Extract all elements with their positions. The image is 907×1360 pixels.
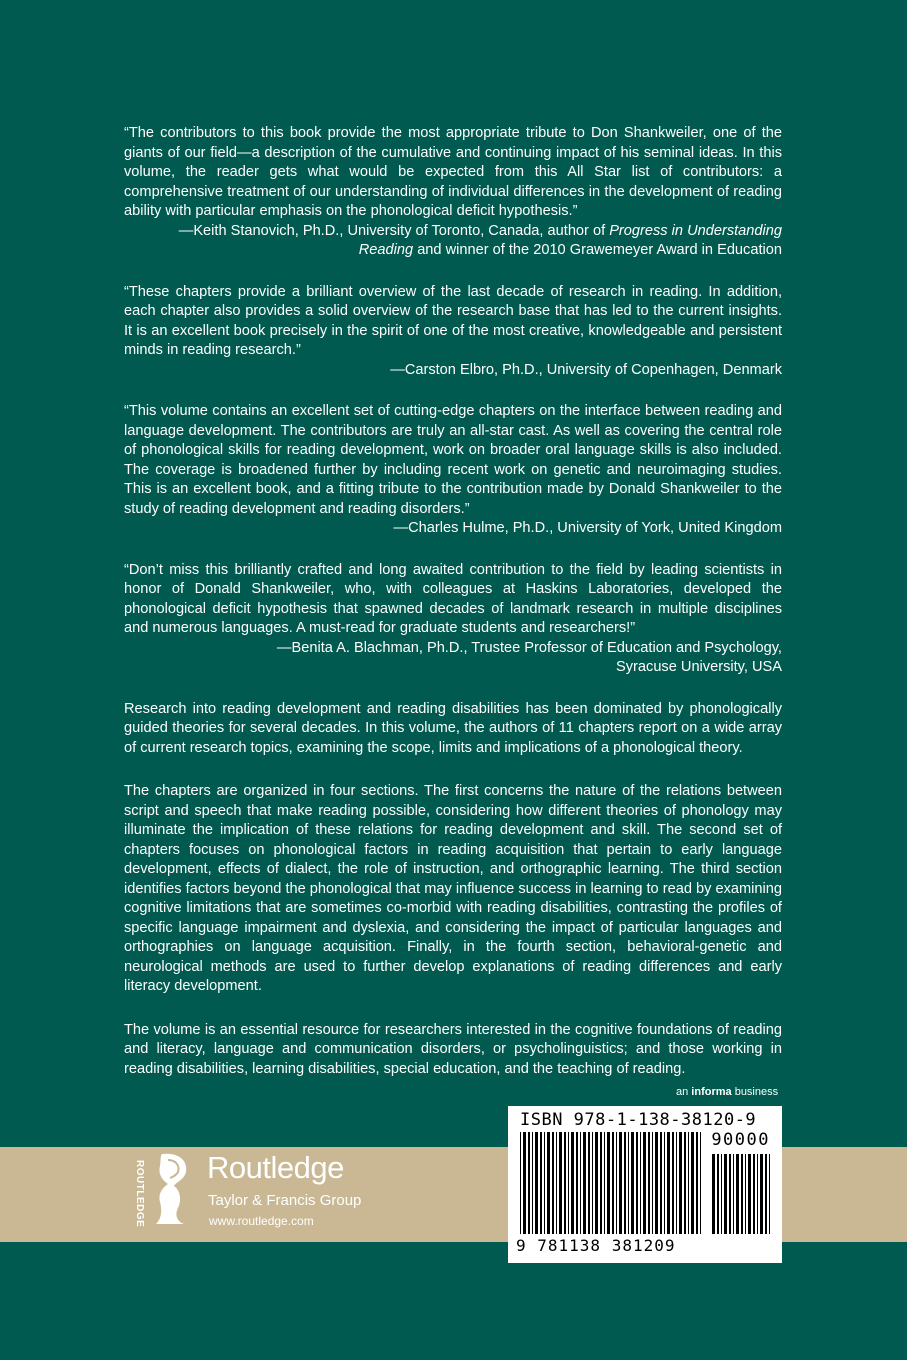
barcode-stripe	[631, 1132, 634, 1234]
barcode-stripe	[588, 1132, 590, 1234]
barcode-stripe	[583, 1132, 586, 1234]
informa-pre: an	[676, 1086, 692, 1098]
barcode-stripe	[655, 1132, 658, 1234]
barcode-stripe	[691, 1132, 694, 1234]
routledge-logo-icon	[148, 1150, 198, 1226]
barcode-stripe	[544, 1132, 545, 1234]
barcode-stripe	[696, 1132, 698, 1234]
review-attribution-3: —Charles Hulme, Ph.D., University of York, United Kingdom	[393, 520, 782, 536]
barcode-stripe	[636, 1132, 638, 1234]
barcode-stripe	[717, 1154, 719, 1234]
book-title-part2: Reading	[358, 242, 414, 258]
attr-4-line2: Syracuse University, USA	[616, 659, 782, 675]
attr-1-line2: and winner of the 2010 Grawemeyer Award in Education	[413, 242, 782, 258]
barcode-stripe	[748, 1154, 751, 1234]
barcode-stripe	[520, 1132, 521, 1234]
informa-brand: informa	[691, 1086, 732, 1098]
barcode-stripe	[741, 1154, 743, 1234]
barcode-stripe	[559, 1132, 562, 1234]
barcode-stripe	[571, 1132, 574, 1234]
review-quote-1: “The contributors to this book provide the most appropriate tribute to Don Shankweiler, one of the giants of our field—a description of the cumulative and continuing impact of his seminal ideas. In this volume, the reader gets what would be expected from this All Star list of contributors: a comprehensive treatment of our understanding of individual differences in the development of reading ability with particular emphasis on the phonological deficit hypothesis.”	[124, 125, 782, 219]
barcode-stripe	[664, 1132, 665, 1234]
barcode-stripe	[523, 1132, 526, 1234]
barcode-stripe	[760, 1154, 763, 1234]
barcode-stripe	[580, 1132, 581, 1234]
barcode-stripe	[769, 1154, 770, 1234]
description-paragraph-3: The volume is an essential resource for researchers interested in the cognitive foundations of reading and literacy, language and communication disorders, or psycholinguistics; and those working in reading disabilities, learning disabilities, special education, and the teaching of reading.	[124, 1021, 782, 1077]
attr-4-line1: —Benita A. Blachman, Ph.D., Trustee Professor of Education and Psychology,	[276, 639, 782, 656]
review-attribution-1	[124, 222, 782, 261]
barcode-stripe	[688, 1132, 689, 1234]
informa-post: business	[731, 1086, 779, 1098]
ean-number: 9 781138 381209	[516, 1236, 676, 1255]
barcode-stripe	[568, 1132, 569, 1234]
attr-1-line1: —Keith Stanovich, Ph.D., University of Toronto, Canada, author of	[178, 222, 610, 239]
barcode-stripe	[648, 1132, 650, 1234]
barcode-stripe	[640, 1132, 641, 1234]
barcode-stripe	[712, 1154, 715, 1234]
barcode-stripe	[765, 1154, 767, 1234]
barcode-stripe	[556, 1132, 557, 1234]
book-title-part1: Progress in Understanding	[609, 222, 782, 239]
routledge-vertical-wordmark: ROUTLEDGE	[134, 1160, 145, 1228]
price-code: 90000	[711, 1130, 770, 1150]
barcode-stripe	[745, 1154, 746, 1234]
publisher-url: www.routledge.com	[209, 1214, 314, 1228]
price-barcode-icon	[712, 1154, 770, 1234]
review-attribution-2: —Carston Elbro, Ph.D., University of Copenhagen, Denmark	[390, 361, 782, 378]
barcode-stripe	[619, 1132, 622, 1234]
barcode-stripe	[540, 1132, 542, 1234]
barcode-stripe	[733, 1154, 734, 1234]
barcode-stripe	[628, 1132, 629, 1234]
barcode-stripe	[535, 1132, 538, 1234]
barcode-stripe	[552, 1132, 554, 1234]
barcode-stripe	[676, 1132, 677, 1234]
barcode-stripe	[672, 1132, 674, 1234]
barcode-stripe	[729, 1154, 731, 1234]
isbn-barcode	[508, 1106, 782, 1263]
back-cover-text	[124, 124, 782, 1079]
barcode-stripe	[684, 1132, 686, 1234]
barcode-stripe	[624, 1132, 626, 1234]
publisher-group: Taylor & Francis Group	[208, 1192, 362, 1209]
review-quote-4: “Don’t miss this brilliantly crafted and long awaited contribution to the field by leading scientists in honor of Donald Shankweiler, who, with colleagues at Haskins Laboratories, developed the phonological deficit hypothesis that spawned decades of landmark research in multiple disciplines and numerous languages. A must-read for graduate students and researchers!”	[124, 561, 782, 636]
barcode-stripe	[700, 1132, 701, 1234]
barcode-stripe	[667, 1132, 670, 1234]
description-paragraph-2: The chapters are organized in four sections. The first concerns the nature of the relations between script and speech that make reading possible, considering how different theories of phonology may illuminate the implication of these relations for reading development and skill. The second set of chapters focuses on phonological factors in reading acquisition that pertain to early language development, effects of dialect, the role of instruction, and orthographic learning. The third section identifies factors beyond the phonological that may influence success in learning to read by examining cognitive limitations that are sometimes co-morbid with reading disabilities, contrasting the profiles of specific language impairment and dyslexia, and considering the impact of particular languages and orthographies on language acquisition. Finally, in the fourth section, behavioral-genetic and neurological methods are used to further develop explanations of reading differences and early literacy development.	[124, 783, 782, 994]
barcode-stripe	[592, 1132, 593, 1234]
informa-tagline	[676, 1086, 778, 1098]
barcode-stripe	[607, 1132, 610, 1234]
barcode-stripe	[736, 1154, 739, 1234]
barcode-stripe	[660, 1132, 662, 1234]
barcode-stripe	[757, 1154, 758, 1234]
barcode-stripe	[604, 1132, 605, 1234]
review-quote-3: “This volume contains an excellent set of cutting-edge chapters on the interface between reading and language development. The contributors are truly an all-star cast. As well as covering the central role of phonological skills for reading development, work on broader oral language skills is also included. The coverage is broadened further by including recent work on genetic and neuroimaging studies. This is an excellent book, and a fitting tribute to the contribution made by Donald Shankweiler to the study of reading development and reading disorders.”	[124, 403, 782, 517]
barcode-stripe	[564, 1132, 566, 1234]
barcode-stripe	[616, 1132, 617, 1234]
review-attribution-4	[124, 639, 782, 678]
barcode-stripe	[652, 1132, 653, 1234]
barcode-stripe	[753, 1154, 755, 1234]
barcode-stripe	[600, 1132, 602, 1234]
barcode-stripe	[721, 1154, 722, 1234]
review-quote-2: “These chapters provide a brilliant overview of the last decade of research in reading. In addition, each chapter also provides a solid overview of the research base that has led to the current insights. It is an excellent book precisely in the spirit of one of the most creative, knowledgeable and persistent minds in reading research.”	[124, 283, 782, 358]
description-paragraph-1: Research into reading development and reading disabilities has been dominated by phonologically guided theories for several decades. In this volume, the authors of 11 chapters report on a wide array of current research topics, examining the scope, limits and implications of a phonological theory.	[124, 700, 782, 756]
ean-barcode-icon	[520, 1132, 702, 1234]
barcode-stripe	[595, 1132, 598, 1234]
barcode-stripe	[528, 1132, 530, 1234]
barcode-stripe	[532, 1132, 533, 1234]
isbn-number: ISBN 978-1-138-38120-9	[520, 1110, 757, 1130]
barcode-stripe	[679, 1132, 682, 1234]
barcode-stripe	[643, 1132, 646, 1234]
barcode-stripe	[612, 1132, 614, 1234]
barcode-stripe	[547, 1132, 550, 1234]
barcode-stripe	[724, 1154, 727, 1234]
publisher-name: Routledge	[207, 1150, 344, 1185]
barcode-stripe	[576, 1132, 578, 1234]
